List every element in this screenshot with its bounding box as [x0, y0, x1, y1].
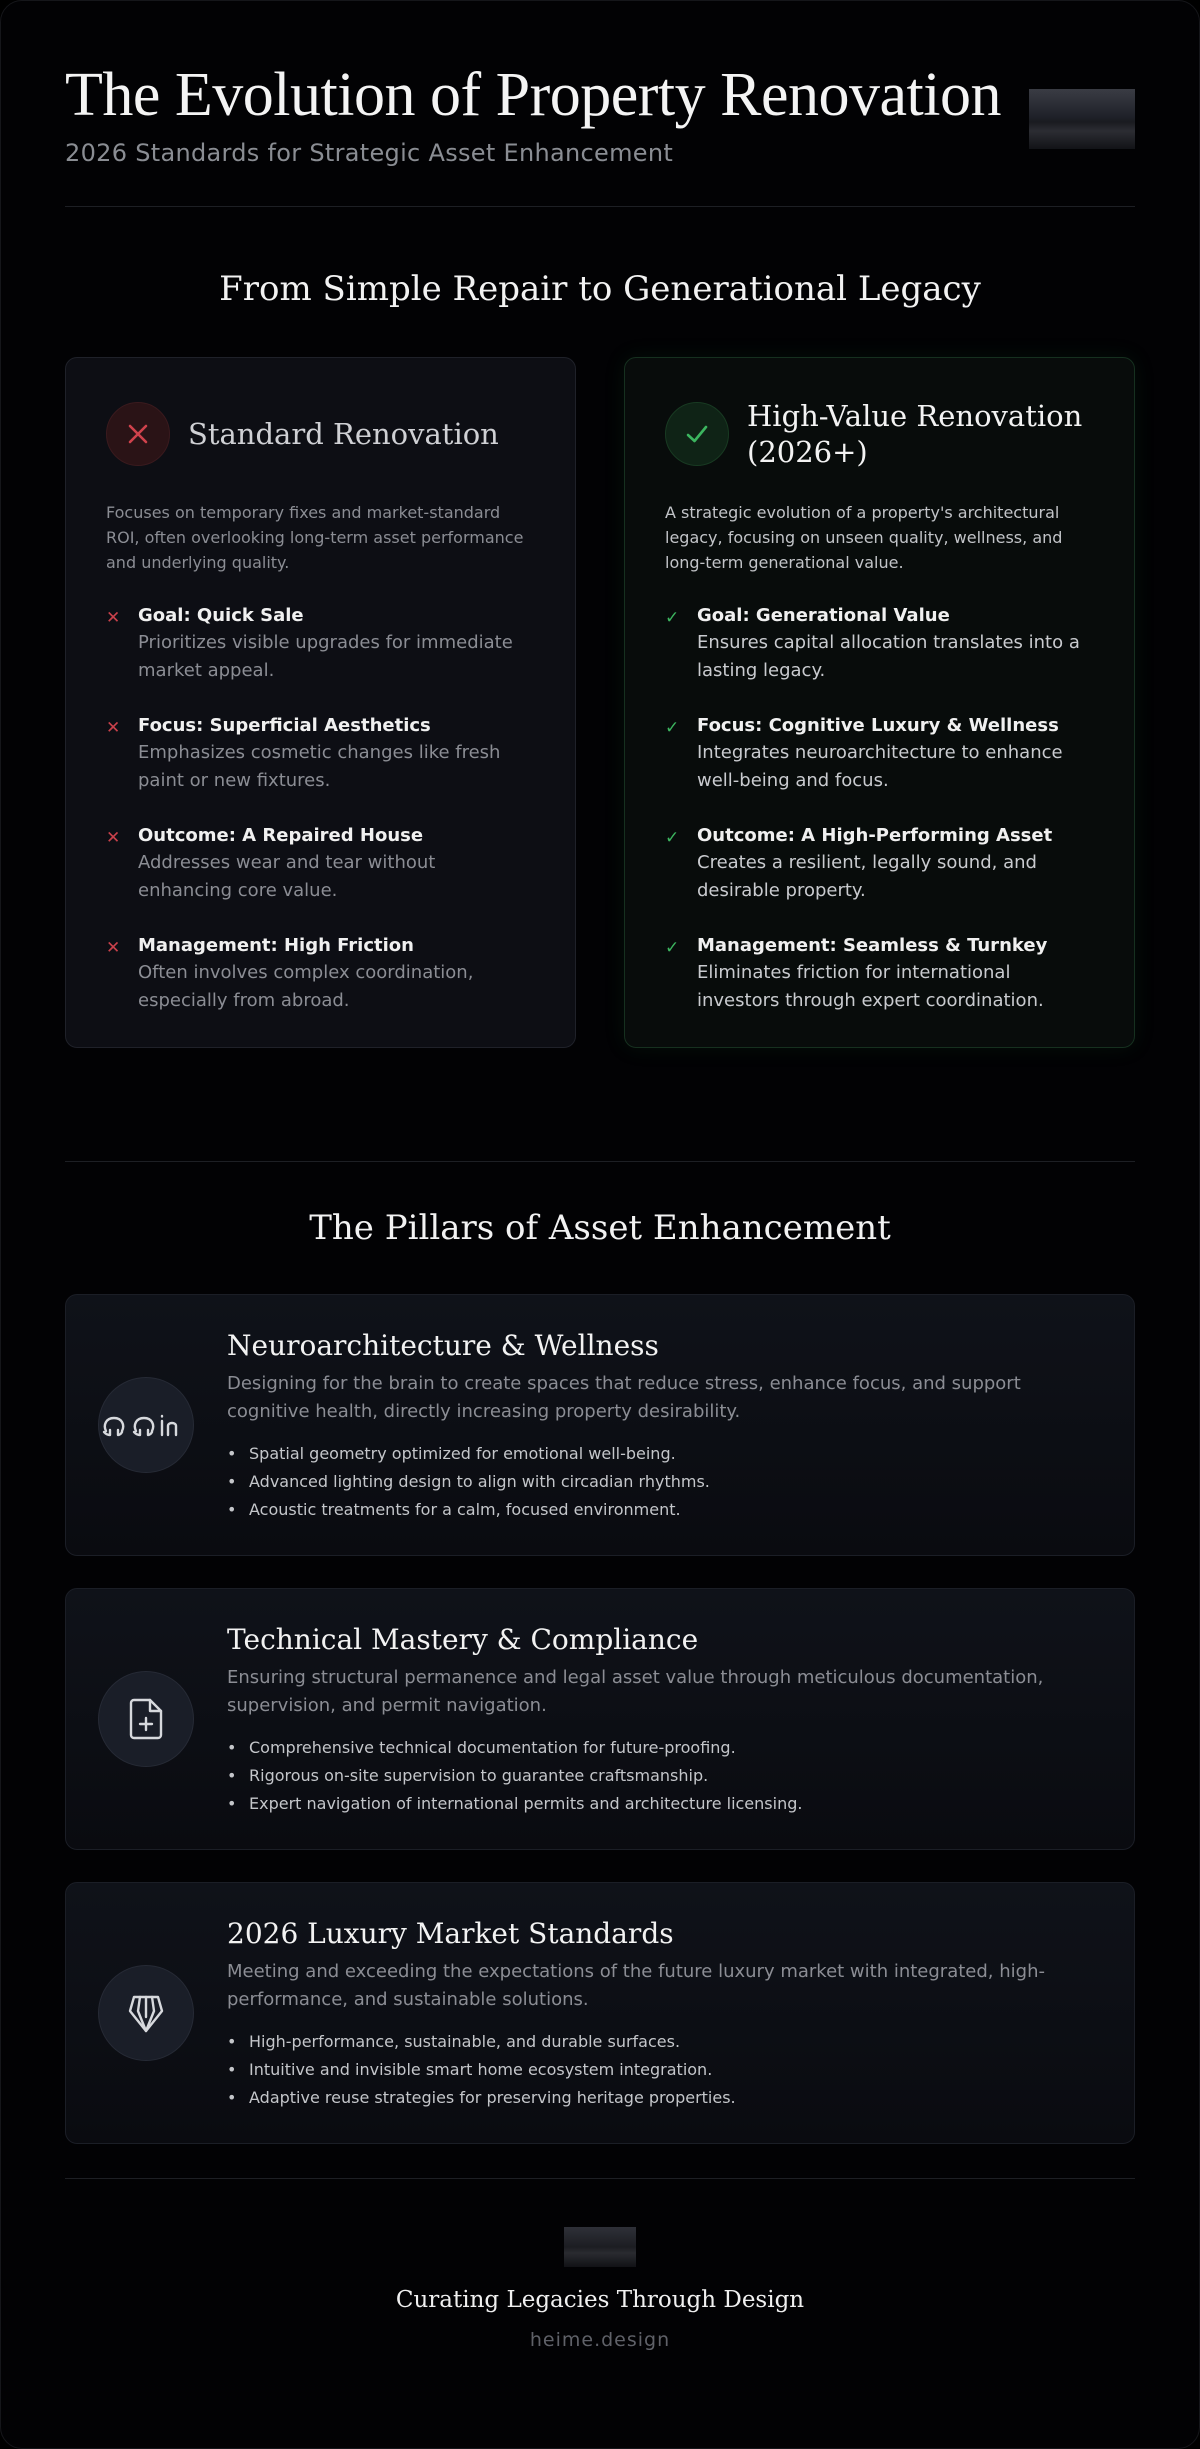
list-item — [106, 933, 535, 1015]
list-item — [106, 823, 535, 905]
x-icon — [106, 402, 170, 466]
document-plus-icon — [98, 1671, 194, 1767]
item-title: Management: Seamless & Turnkey — [697, 935, 1048, 956]
standard-item-list — [106, 603, 535, 1015]
x-mark-icon: ✕ — [106, 938, 121, 958]
item-title: Focus: Cognitive Luxury & Wellness — [697, 715, 1059, 736]
pillar-content — [227, 1328, 1094, 1524]
pillar-description: Designing for the brain to create spaces that reduce stress, enhance focus, and support cognitive health, directly increasing property desirability. — [227, 1373, 1021, 1422]
item-title: Outcome: A Repaired House — [138, 825, 424, 846]
standard-renovation-card — [65, 357, 576, 1048]
bullet-item: • High-performance, sustainable, and durable surfaces. — [227, 2028, 1094, 2056]
x-mark-icon: ✕ — [106, 608, 121, 628]
card-title: Standard Renovation — [188, 417, 499, 451]
header-landscape-image — [1029, 89, 1135, 149]
list-item — [665, 603, 1094, 685]
section-divider — [65, 1161, 1135, 1162]
item-text: Prioritizes visible upgrades for immediate market appeal. — [138, 632, 513, 681]
pillar-description: Ensuring structural permanence and legal asset value through meticulous documentation, supervision, and permit navigation. — [227, 1667, 1044, 1716]
item-title: Goal: Quick Sale — [138, 605, 304, 626]
footer-landscape-image — [564, 2227, 636, 2267]
pillar-title: Technical Mastery & Compliance — [227, 1623, 699, 1656]
x-mark-icon: ✕ — [106, 828, 121, 848]
check-mark-icon: ✓ — [665, 938, 680, 958]
page-subtitle: 2026 Standards for Strategic Asset Enhancement — [65, 139, 674, 167]
footer-website-link[interactable]: heime.design — [529, 2329, 671, 2351]
social-links-icon — [98, 1377, 194, 1473]
bullet-item: • Advanced lighting design to align with circadian rhythms. — [227, 1468, 1094, 1496]
check-icon — [665, 402, 729, 466]
bullet-item: • Acoustic treatments for a calm, focused environment. — [227, 1496, 1094, 1524]
pillar-description: Meeting and exceeding the expectations of the future luxury market with integrated, high-performance, and sustainable solutions. — [227, 1961, 1045, 2010]
high-value-renovation-card — [624, 357, 1135, 1048]
check-mark-icon: ✓ — [665, 608, 680, 628]
pillar-bullet-list — [227, 1440, 1094, 1524]
footer-tagline: Curating Legacies Through Design — [395, 2287, 805, 2313]
list-item — [106, 603, 535, 685]
list-item — [106, 713, 535, 795]
pillar-card-neuroarchitecture — [65, 1294, 1135, 1556]
bullet-item: • Expert navigation of international permits and architecture licensing. — [227, 1790, 1094, 1818]
pillars-list — [65, 1294, 1135, 2144]
list-item — [665, 823, 1094, 905]
check-mark-icon: ✓ — [665, 718, 680, 738]
bullet-item: • Rigorous on-site supervision to guarantee craftsmanship. — [227, 1762, 1094, 1790]
bullet-item: • Spatial geometry optimized for emotional well-being. — [227, 1440, 1094, 1468]
bullet-item: • Adaptive reuse strategies for preserving heritage properties. — [227, 2084, 1094, 2112]
pillar-title: 2026 Luxury Market Standards — [227, 1917, 674, 1950]
item-text: Ensures capital allocation translates into a lasting legacy. — [697, 632, 1080, 681]
pillar-content — [227, 1916, 1094, 2112]
card-description: Focuses on temporary fixes and market-standard ROI, often overlooking long-term asset performance and underlying quality. — [106, 503, 524, 572]
card-title: High-Value Renovation (2026+) — [747, 399, 1083, 469]
item-title: Goal: Generational Value — [697, 605, 950, 626]
pillar-bullet-list — [227, 1734, 1094, 1818]
pillar-card-technical-mastery — [65, 1588, 1135, 1850]
item-text: Often involves complex coordination, especially from abroad. — [138, 962, 474, 1011]
item-text: Creates a resilient, legally sound, and desirable property. — [697, 852, 1037, 901]
page-title: The Evolution of Property Renovation — [65, 61, 1001, 129]
card-header — [106, 398, 535, 470]
item-text: Eliminates friction for international investors through expert coordination. — [697, 962, 1044, 1011]
card-description: A strategic evolution of a property's architectural legacy, focusing on unseen quality, wellness, and long-term generational value. — [665, 503, 1063, 572]
gem-icon — [98, 1965, 194, 2061]
item-text: Integrates neuroarchitecture to enhance well-being and focus. — [697, 742, 1063, 791]
bullet-item: • Comprehensive technical documentation for future-proofing. — [227, 1734, 1094, 1762]
item-title: Focus: Superficial Aesthetics — [138, 715, 431, 736]
card-header — [665, 398, 1094, 470]
check-mark-icon: ✓ — [665, 828, 680, 848]
pillars-section-title: The Pillars of Asset Enhancement — [309, 1208, 891, 1248]
item-title: Management: High Friction — [138, 935, 414, 956]
item-text: Emphasizes cosmetic changes like fresh paint or new fixtures. — [138, 742, 501, 791]
list-item — [665, 933, 1094, 1015]
pillar-title: Neuroarchitecture & Wellness — [227, 1329, 659, 1362]
item-text: Addresses wear and tear without enhancing core value. — [138, 852, 436, 901]
section-divider — [65, 2178, 1135, 2179]
high-value-item-list — [665, 603, 1094, 1015]
page-footer — [65, 2227, 1135, 2351]
bullet-item: • Intuitive and invisible smart home ecosystem integration. — [227, 2056, 1094, 2084]
comparison-section-title: From Simple Repair to Generational Legacy — [219, 269, 981, 309]
comparison-cards — [65, 357, 1135, 1048]
list-item — [665, 713, 1094, 795]
page-header — [65, 1, 1135, 207]
pillar-bullet-list — [227, 2028, 1094, 2112]
pillar-content — [227, 1622, 1094, 1818]
pillar-card-luxury-standards — [65, 1882, 1135, 2144]
item-title: Outcome: A High-Performing Asset — [697, 825, 1053, 846]
x-mark-icon: ✕ — [106, 718, 121, 738]
